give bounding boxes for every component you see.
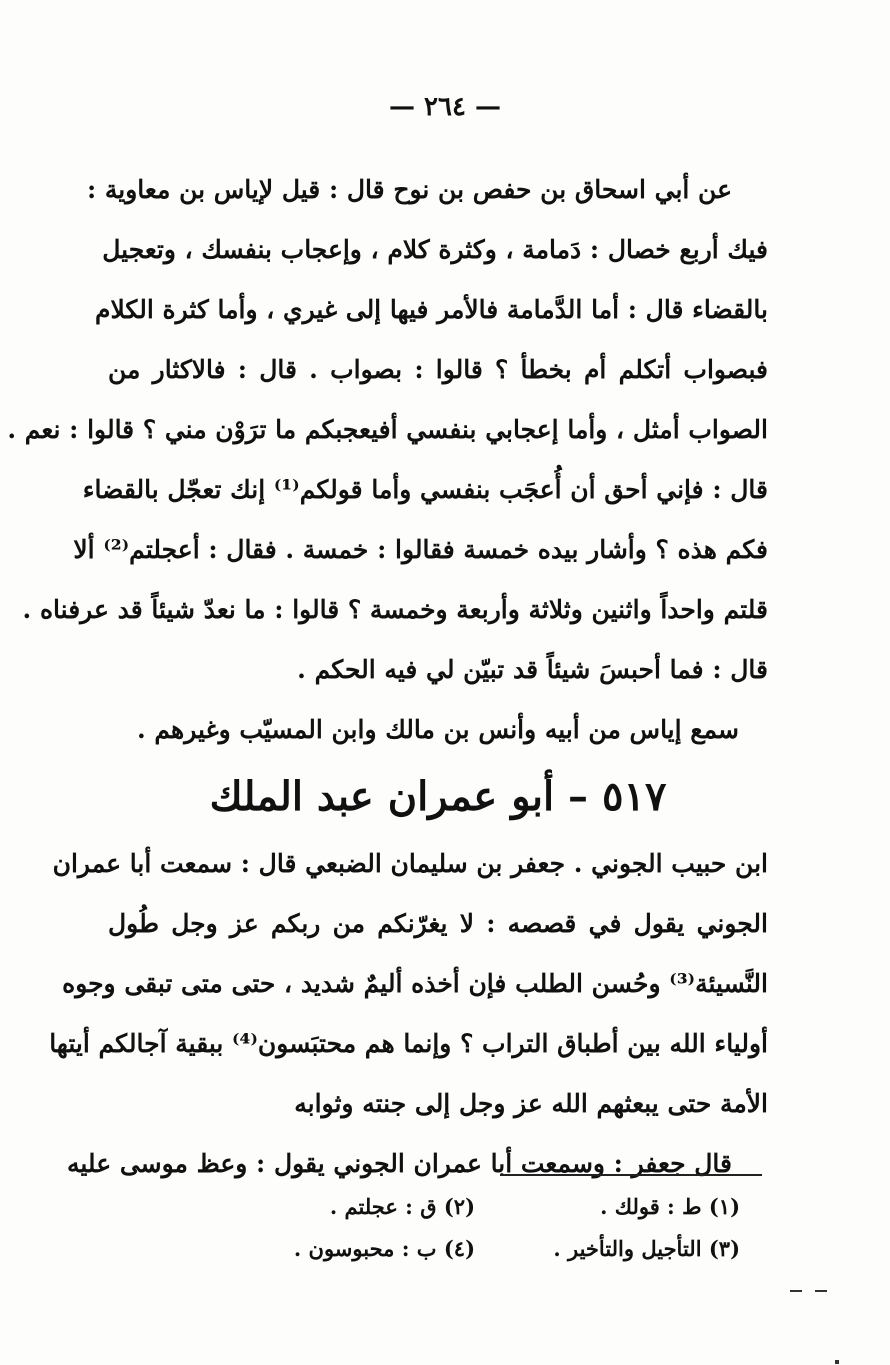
text-line: ابن حبيب الجوني . جعفر بن سليمان الضبعي قال : سمعت أبا عمران xyxy=(52,849,768,878)
footnote-marker: (١) xyxy=(708,1194,740,1219)
text-line: فكم هذه ؟ وأشار بيده خمسة فقالوا : خمسة . فقال : أعجلتم⁽²⁾ ألا xyxy=(73,535,768,564)
narration-line: سمع إياس من أبيه وأنس بن مالك وابن المسيّب وغيرهم . xyxy=(136,715,739,744)
footnote-marker: (٤) xyxy=(443,1236,475,1261)
text-line: قلتم واحداً واثنين وثلاثة وأربعة وخمسة ؟ قالوا : ما نعدّ شيئاً قد عرفناه . xyxy=(22,595,768,624)
text-line: الأمة حتى يبعثهم الله عز وجل إلى جنته وثوابه xyxy=(294,1089,768,1118)
entry-heading: ٥١٧ – أبو عمران عبد الملك xyxy=(209,773,667,820)
footnote-row xyxy=(210,1228,740,1270)
footnote-separator xyxy=(500,1174,762,1176)
scan-artifact xyxy=(835,1360,839,1364)
text-line: عن أبي اسحاق بن حفص بن نوح قال : قيل لإياس بن معاوية : xyxy=(86,175,732,204)
text-line: فيك أربع خصال : دَمامة ، وكثرة كلام ، وإعجاب بنفسك ، وتعجيل xyxy=(102,235,768,264)
text-line: أولياء الله بين أطباق التراب ؟ وإنما هم محتبَسون⁽⁴⁾ ببقية آجالكم أيتها xyxy=(49,1029,768,1058)
main-text xyxy=(7,160,768,1194)
footnote-marker: (٢) xyxy=(443,1194,475,1219)
text-line: النَّسيئة⁽³⁾ وحُسن الطلب فإن أخذه أليمٌ شديد ، حتى متى تبقى وجوه xyxy=(62,969,768,998)
text-line: بالقضاء قال : أما الدَّمامة فالأمر فيها إلى غيري ، وأما كثرة الكلام xyxy=(95,295,768,324)
text-line: قال جعفر : وسمعت أبا عمران الجوني يقول : وعظ موسى عليه xyxy=(66,1149,732,1178)
footnote-text: ق : عجلتم . xyxy=(329,1194,437,1219)
footnote-text: ب : محبوسون . xyxy=(293,1236,437,1261)
footnote xyxy=(475,1228,740,1270)
footnote-text: التأجيل والتأخير . xyxy=(553,1236,702,1261)
footnote xyxy=(475,1186,740,1228)
footnote-marker: (٣) xyxy=(708,1236,740,1261)
footnotes xyxy=(210,1186,740,1270)
text-line: الصواب أمثل ، وأما إعجابي بنفسي أفيعجبكم ما ترَوْن مني ؟ قالوا : نعم . xyxy=(7,415,768,444)
text-line: الجوني يقول في قصصه : لا يغرّنكم من ربكم عز وجل طُول xyxy=(108,909,768,938)
footnote-text: ط : قولك . xyxy=(600,1194,702,1219)
page-number: — ٢٦٤ — xyxy=(388,92,502,122)
footnote xyxy=(210,1228,475,1270)
footnote xyxy=(210,1186,475,1228)
footnote-row xyxy=(210,1186,740,1228)
scan-artifact xyxy=(790,1290,802,1292)
text-line: قال : فما أحبسَ شيئاً قد تبيّن لي فيه الحكم . xyxy=(297,655,768,684)
text-line: فبصواب أتكلم أم بخطأ ؟ قالوا : بصواب . قال : فالاكثار من xyxy=(108,355,768,384)
scan-artifact xyxy=(815,1290,827,1292)
text-line: قال : فإني أحق أن أُعجَب بنفسي وأما قولكم⁽¹⁾ إنك تعجّل بالقضاء xyxy=(82,475,768,504)
